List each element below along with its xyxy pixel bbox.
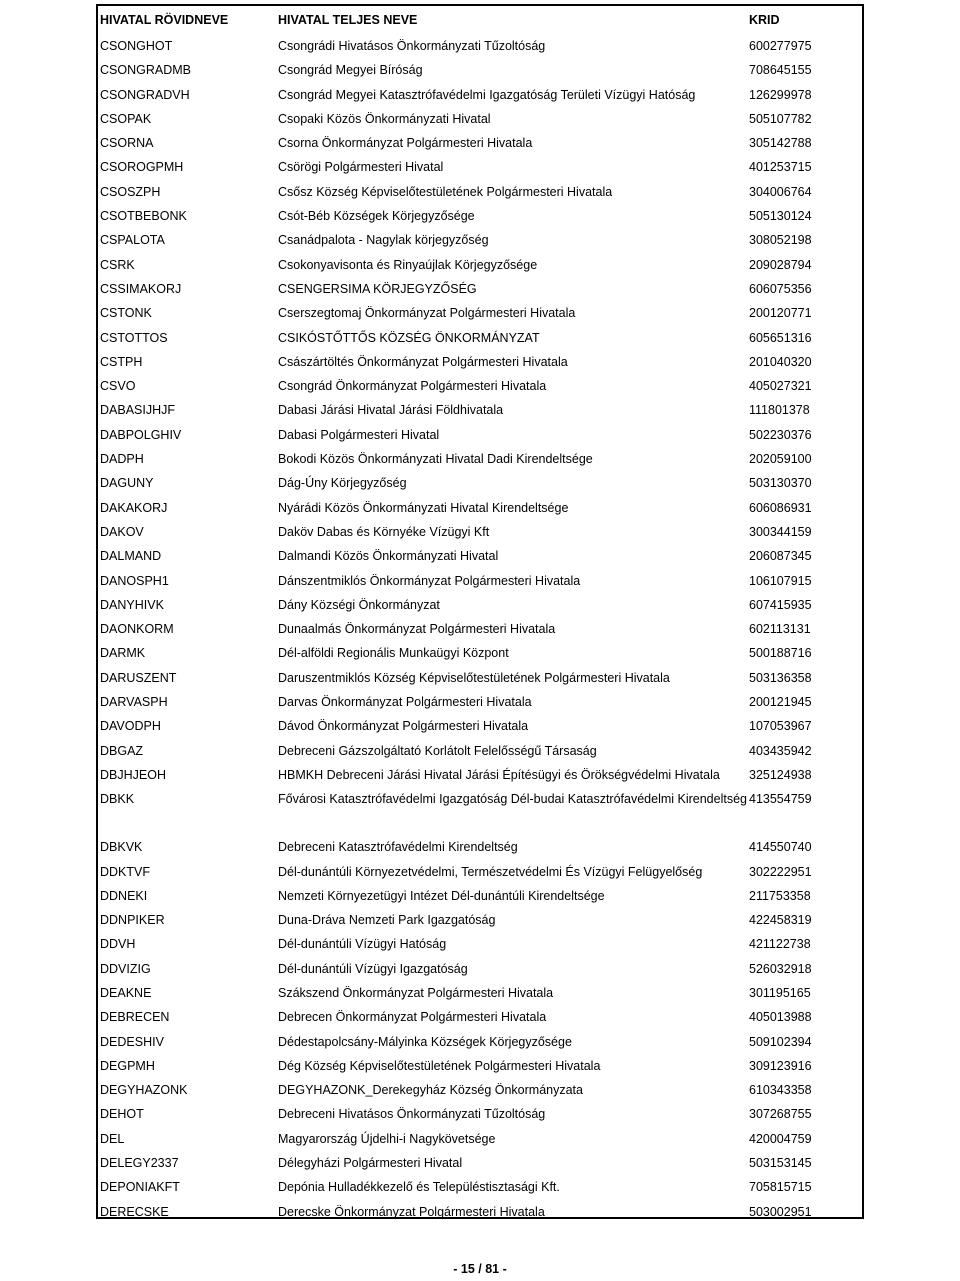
cell-short-name: CSRK [100,257,135,272]
table-row [98,155,862,179]
cell-krid: 405013988 [749,1010,812,1025]
table-row [98,253,862,277]
cell-short-name: DBJHJEOH [100,767,166,782]
cell-full-name: Dabasi Polgármesteri Hivatal [278,427,440,442]
table-row [98,544,862,568]
cell-krid: 304006764 [749,184,812,199]
cell-full-name: Szákszend Önkormányzat Polgármesteri Hivatala [278,985,554,1000]
cell-krid: 505130124 [749,209,812,224]
office-directory-table [98,6,862,1224]
header-krid: KRID [749,13,780,27]
table-row [98,617,862,641]
header-full-name: HIVATAL TELJES NEVE [278,13,418,27]
cell-short-name: CSORNA [100,136,154,151]
cell-short-name: DEGYHAZONK [100,1083,188,1098]
cell-full-name: Debreceni Katasztrófavédelmi Kirendeltség [278,840,518,855]
cell-krid: 405027321 [749,379,812,394]
cell-full-name: Dél-dunántúli Vízügyi Igazgatóság [278,961,468,976]
table-row [98,641,862,665]
table-row [98,1054,862,1078]
cell-full-name: Depónia Hulladékkezelő és Településtisztasági Kft. [278,1180,560,1195]
table-row [98,569,862,593]
table-row [98,763,862,787]
table-row [98,277,862,301]
cell-krid: 526032918 [749,961,812,976]
cell-full-name: Debreceni Hivatásos Önkormányzati Tűzoltóság [278,1107,546,1122]
table-row [98,301,862,325]
cell-krid: 503136358 [749,670,812,685]
cell-short-name: DAONKORM [100,622,174,637]
cell-krid: 606086931 [749,500,812,515]
cell-krid: 605651316 [749,330,812,345]
cell-full-name: Dávod Önkormányzat Polgármesteri Hivatala [278,719,529,734]
cell-short-name: DAKOV [100,524,144,539]
cell-krid: 705815715 [749,1180,812,1195]
table-row [98,739,862,763]
cell-short-name: DEDESHIV [100,1034,164,1049]
cell-krid: 126299978 [749,87,812,102]
cell-short-name: CSONGHOT [100,39,173,53]
table-row [98,981,862,1005]
cell-krid: 503153145 [749,1156,812,1171]
cell-full-name: Nemzeti Környezetügyi Intézet Dél-dunántúli Kirendeltsége [278,888,605,903]
table-row [98,1151,862,1175]
cell-krid: 200121945 [749,695,812,710]
cell-krid: 308052198 [749,233,812,248]
cell-full-name: Bokodi Közös Önkormányzati Hivatal Dadi Kirendeltsége [278,452,593,467]
cell-krid: 610343358 [749,1083,812,1098]
cell-short-name: DARMK [100,646,146,661]
cell-full-name: Császártöltés Önkormányzat Polgármesteri Hivatala [278,354,568,369]
cell-full-name: Dunaalmás Önkormányzat Polgármesteri Hivatala [278,622,556,637]
table-row [98,1127,862,1151]
cell-full-name: Debreceni Gázszolgáltató Korlátolt Felelősségű Társaság [278,743,597,758]
cell-krid: 708645155 [749,63,812,78]
table-row [98,714,862,738]
cell-krid: 600277975 [749,39,812,53]
table-row [98,447,862,471]
cell-short-name: CSTPH [100,354,143,369]
cell-full-name: Csongrád Megyei Bíróság [278,63,423,78]
cell-short-name: DALMAND [100,549,162,564]
cell-short-name: CSOPAK [100,111,152,126]
cell-full-name: Csongrád Önkormányzat Polgármesteri Hivatala [278,379,547,394]
cell-short-name: DEPONIAKFT [100,1180,180,1195]
cell-short-name: DEGPMH [100,1058,155,1073]
cell-short-name: DBGAZ [100,743,144,758]
directory-sheet [96,4,864,1219]
cell-short-name: CSONGRADVH [100,87,190,102]
table-row [98,180,862,204]
cell-full-name: Dél-dunántúli Környezetvédelmi, Természetvédelmi És Vízügyi Felügyelőség [278,864,703,879]
cell-full-name: Dég Község Képviselőtestületének Polgármesteri Hivatala [278,1058,601,1073]
cell-full-name: Darvas Önkormányzat Polgármesteri Hivatala [278,695,532,710]
cell-full-name: Derecske Önkormányzat Polgármesteri Hivatala [278,1204,545,1219]
cell-short-name: DAKAKORJ [100,500,168,515]
cell-krid: 209028794 [749,257,812,272]
cell-krid: 325124938 [749,767,812,782]
cell-full-name: Daköv Dabas és Környéke Vízügyi Kft [278,524,490,539]
cell-krid: 403435942 [749,743,812,758]
table-row [98,932,862,956]
cell-short-name: CSSIMAKORJ [100,281,182,296]
table-header-row [98,6,862,34]
table-row [98,34,862,58]
cell-short-name: DDNEKI [100,888,148,903]
cell-short-name: DEHOT [100,1107,144,1122]
cell-full-name: Csót-Béb Községek Körjegyzősége [278,209,475,224]
cell-full-name: HBMKH Debreceni Járási Hivatal Járási Építésügyi és Örökségvédelmi Hivatala [278,767,720,782]
table-row [98,398,862,422]
cell-short-name: CSOROGPMH [100,160,184,175]
cell-short-name: DAVODPH [100,719,161,734]
table-row [98,690,862,714]
cell-krid: 606075356 [749,281,812,296]
table-row [98,1005,862,1029]
cell-krid: 201040320 [749,354,812,369]
cell-full-name: Dány Községi Önkormányzat [278,597,440,612]
table-row [98,1030,862,1054]
table-row [98,471,862,495]
cell-krid: 509102394 [749,1034,812,1049]
cell-short-name: CSPALOTA [100,233,165,248]
table-row [98,1102,862,1126]
cell-full-name: Csongrádi Hivatásos Önkormányzati Tűzoltóság [278,39,546,53]
table-row [98,1078,862,1102]
cell-full-name: Dél-dunántúli Vízügyi Hatóság [278,937,447,952]
cell-krid: 107053967 [749,719,812,734]
cell-krid: 307268755 [749,1107,812,1122]
table-row [98,908,862,932]
cell-krid: 211753358 [749,888,811,903]
cell-short-name: DELEGY2337 [100,1156,179,1171]
table-row [98,423,862,447]
cell-short-name: DBKK [100,792,135,807]
cell-short-name: DARVASPH [100,695,168,710]
cell-full-name: Délegyházi Polgármesteri Hivatal [278,1156,463,1171]
table-row [98,496,862,520]
table-row [98,83,862,107]
cell-full-name: CSENGERSIMA KÖRJEGYZŐSÉG [278,281,477,296]
cell-short-name: DEBRECEN [100,1010,170,1025]
cell-full-name: Csokonyavisonta és Rinyaújlak Körjegyzősége [278,257,538,272]
cell-short-name: DEL [100,1131,125,1146]
table-row [98,835,862,859]
cell-short-name: CSOTBEBONK [100,209,187,224]
cell-krid: 301195165 [749,985,811,1000]
cell-krid: 607415935 [749,597,812,612]
cell-full-name: Fővárosi Katasztrófavédelmi Igazgatóság Dél-budai Katasztrófavédelmi Kirendeltség [278,792,747,807]
cell-full-name: DEGYHAZONK_Derekegyház Község Önkormányzata [278,1083,583,1098]
cell-full-name: Csörögi Polgármesteri Hivatal [278,160,444,175]
cell-krid: 309123916 [749,1058,812,1073]
cell-short-name: CSVO [100,379,136,394]
cell-full-name: Dánszentmiklós Önkormányzat Polgármesteri Hivatala [278,573,581,588]
cell-full-name: Csopaki Közös Önkormányzati Hivatal [278,111,491,126]
table-row [98,593,862,617]
cell-full-name: Csősz Község Képviselőtestületének Polgármesteri Hivatala [278,184,613,199]
cell-full-name: Dalmandi Közös Önkormányzati Hivatal [278,549,499,564]
cell-full-name: Duna-Dráva Nemzeti Park Igazgatóság [278,913,496,928]
cell-krid: 106107915 [749,573,812,588]
cell-krid: 505107782 [749,111,812,126]
cell-krid: 414550740 [749,840,812,855]
cell-krid: 413554759 [749,792,812,807]
cell-full-name: Dabasi Járási Hivatal Járási Földhivatala [278,403,504,418]
cell-full-name: Csongrád Megyei Katasztrófavédelmi Igazgatóság Területi Vízügyi Hatóság [278,87,696,102]
cell-krid: 111801378 [749,403,810,418]
cell-krid: 206087345 [749,549,812,564]
cell-short-name: DAGUNY [100,476,154,491]
cell-full-name: Cserszegtomaj Önkormányzat Polgármesteri Hivatala [278,306,576,321]
table-row [98,666,862,690]
cell-krid: 421122738 [749,937,811,952]
cell-short-name: CSONGRADMB [100,63,191,78]
cell-krid: 202059100 [749,452,812,467]
table-row [98,884,862,908]
table-row [98,204,862,228]
table-row [98,228,862,252]
cell-full-name: Csanádpalota - Nagylak körjegyzőség [278,233,489,248]
cell-full-name: Dág-Úny Körjegyzőség [278,476,407,491]
cell-krid: 305142788 [749,136,812,151]
cell-full-name: CSIKÓSTŐTTŐS KÖZSÉG ÖNKORMÁNYZAT [278,330,540,345]
cell-short-name: CSTONK [100,306,152,321]
cell-short-name: DABASIJHJF [100,403,176,418]
cell-full-name: Dédestapolcsány-Mályinka Községek Körjegyzősége [278,1034,572,1049]
cell-full-name: Magyarország Újdelhi-i Nagykövetsége [278,1131,496,1146]
cell-krid: 502230376 [749,427,812,442]
table-row [98,326,862,350]
table-row [98,107,862,131]
table-row [98,1175,862,1199]
cell-krid: 401253715 [749,160,812,175]
cell-short-name: DANYHIVK [100,597,164,612]
cell-short-name: DDNPIKER [100,913,165,928]
table-row [98,58,862,82]
cell-short-name: CSTOTTOS [100,330,168,345]
page-number [0,1262,960,1276]
table-row [98,350,862,374]
table-row [98,131,862,155]
cell-short-name: DABPOLGHIV [100,427,182,442]
cell-full-name: Csorna Önkormányzat Polgármesteri Hivatala [278,136,533,151]
cell-full-name: Daruszentmiklós Község Képviselőtestületének Polgármesteri Hivatala [278,670,670,685]
cell-short-name: DANOSPH1 [100,573,169,588]
cell-full-name: Nyárádi Közös Önkormányzati Hivatal Kirendeltsége [278,500,569,515]
cell-short-name: DADPH [100,452,144,467]
table-row [98,374,862,398]
cell-short-name: DBKVK [100,840,143,855]
table-row [98,1200,862,1224]
cell-full-name: Dél-alföldi Regionális Munkaügyi Központ [278,646,509,661]
cell-krid: 422458319 [749,913,812,928]
table-row [98,787,862,835]
table-row [98,860,862,884]
cell-short-name: CSOSZPH [100,184,161,199]
cell-krid: 200120771 [749,306,812,321]
header-short-name: HIVATAL RÖVIDNEVE [100,13,229,27]
cell-krid: 420004759 [749,1131,812,1146]
cell-short-name: DERECSKE [100,1204,169,1219]
cell-short-name: DARUSZENT [100,670,177,685]
cell-full-name: Debrecen Önkormányzat Polgármesteri Hivatala [278,1010,547,1025]
cell-krid: 500188716 [749,646,812,661]
cell-krid: 302222951 [749,864,812,879]
cell-krid: 503130370 [749,476,812,491]
cell-krid: 503002951 [749,1204,812,1219]
table-row [98,520,862,544]
cell-short-name: DDKTVF [100,864,150,879]
cell-krid: 300344159 [749,524,812,539]
table-row [98,957,862,981]
cell-short-name: DDVIZIG [100,961,151,976]
page-number-label: - 15 / 81 - [453,1262,507,1276]
cell-short-name: DEAKNE [100,985,152,1000]
cell-short-name: DDVH [100,937,136,952]
cell-krid: 602113131 [749,622,811,637]
table-body [98,34,862,1224]
